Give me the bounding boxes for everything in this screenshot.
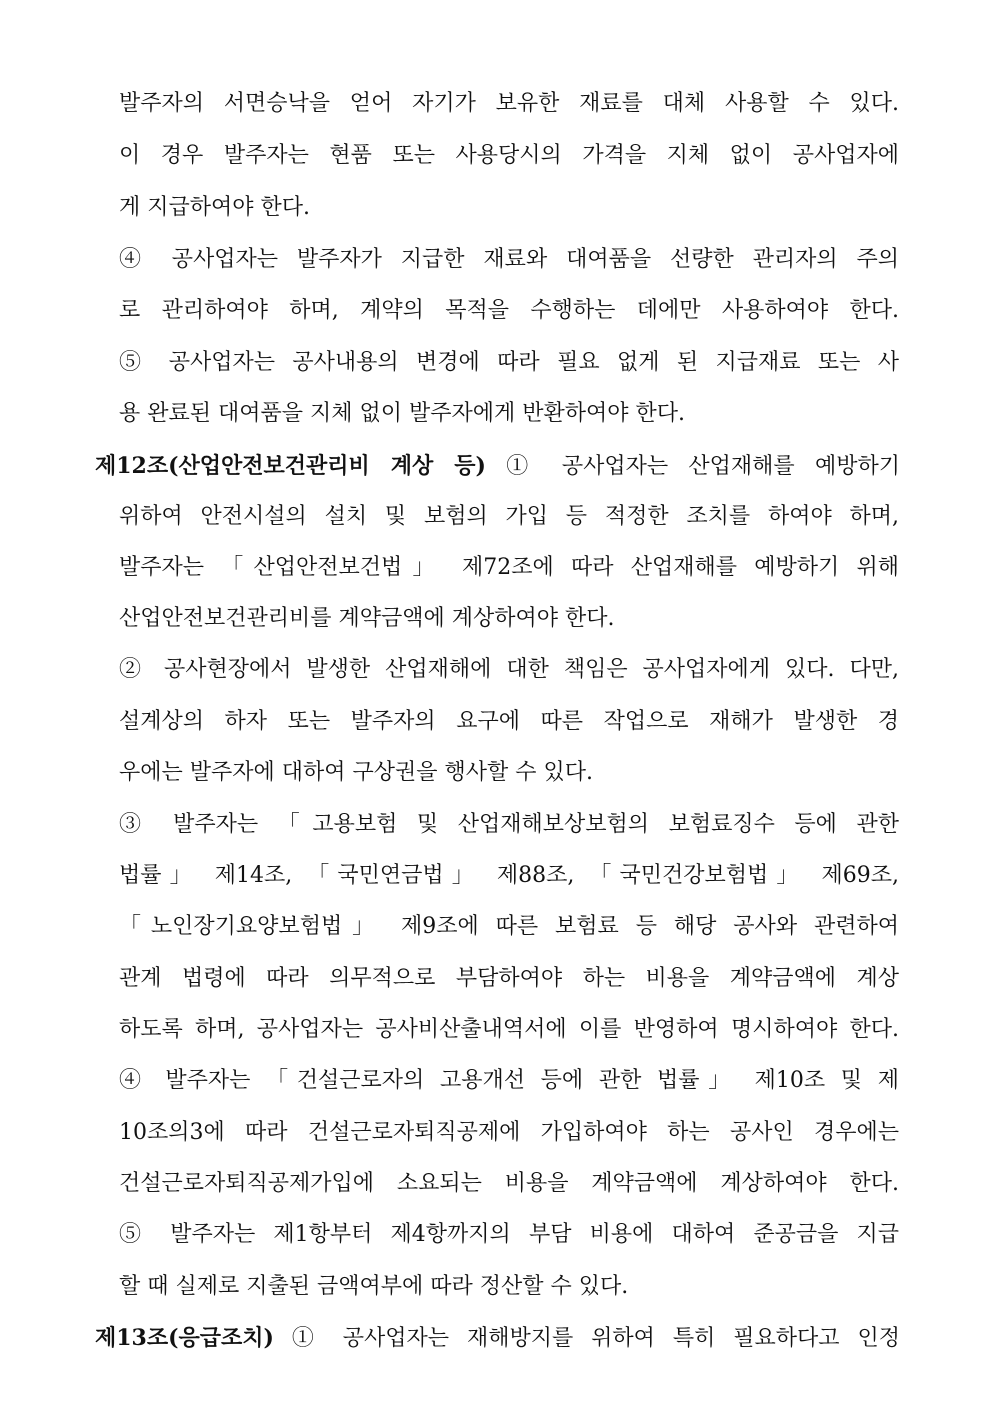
line-text: 발주자는 「산업안전보건법」 제72조에 따라 산업재해를 예방하기 위해: [119, 555, 899, 580]
text-line: [119, 497, 899, 537]
text-line: [119, 650, 899, 690]
text-line: [119, 702, 899, 742]
line-text: 관계 법령에 따라 의무적으로 부담하여야 하는 비용을 계약금액에 계상: [119, 966, 899, 991]
line-text: ② 공사현장에서 발생한 산업재해에 대한 책임은 공사업자에게 있다. 다만,: [119, 657, 899, 682]
text-line: [119, 136, 899, 176]
line-text: 발주자의 서면승낙을 얻어 자기가 보유한 재료를 대체 사용할 수 있다.: [119, 91, 899, 116]
text-line: [119, 1215, 899, 1255]
text-line: [119, 394, 899, 434]
text-line: [119, 1113, 899, 1153]
text-line: [119, 753, 899, 793]
line-text: 법률」 제14조, 「국민연금법」 제88조, 「국민건강보험법」 제69조,: [119, 863, 899, 888]
article-title: 제13조(응급조치): [95, 1325, 274, 1351]
line-text: 「노인장기요양보험법」 제9조에 따른 보험료 등 해당 공사와 관련하여: [119, 914, 899, 939]
line-text: 산업안전보건관리비를 계약금액에 계상하여야 한다.: [119, 606, 615, 631]
text-line: [119, 84, 899, 124]
text-line: [119, 548, 899, 588]
text-line: [119, 907, 899, 947]
text-line: [119, 240, 899, 280]
article-heading-line: [95, 1318, 900, 1358]
text-line: [119, 1267, 899, 1307]
line-text: ① 공사업자는 산업재해를 예방하기: [506, 454, 901, 479]
text-line: [119, 343, 899, 383]
line-text: 10조의3에 따라 건설근로자퇴직공제에 가입하여야 하는 공사인 경우에는: [119, 1120, 899, 1145]
line-text: 위하여 안전시설의 설치 및 보험의 가입 등 적정한 조치를 하여야 하며,: [119, 504, 899, 529]
line-text: ③ 발주자는 「고용보험 및 산업재해보상보험의 보험료징수 등에 관한: [119, 812, 899, 837]
article-title: 제12조(산업안전보건관리비 계상 등): [95, 453, 486, 479]
line-text: ⑤ 공사업자는 공사내용의 변경에 따라 필요 없게 된 지급재료 또는 사: [119, 350, 899, 375]
line-text: ⑤ 발주자는 제1항부터 제4항까지의 부담 비용에 대하여 준공금을 지급: [119, 1222, 899, 1247]
line-text: ④ 공사업자는 발주자가 지급한 재료와 대여품을 선량한 관리자의 주의: [119, 247, 899, 272]
line-text: ① 공사업자는 재해방지를 위하여 특히 필요하다고 인정: [291, 1326, 900, 1351]
line-text: 설계상의 하자 또는 발주자의 요구에 따른 작업으로 재해가 발생한 경: [119, 709, 899, 734]
text-line: [119, 291, 899, 331]
article-heading-line: [95, 446, 900, 486]
line-text: 하도록 하며, 공사업자는 공사비산출내역서에 이를 반영하여 명시하여야 한다.: [119, 1017, 899, 1042]
line-text: 용 완료된 대여품을 지체 없이 발주자에게 반환하여야 한다.: [119, 401, 685, 426]
text-line: [119, 856, 899, 896]
line-text: 할 때 실제로 지출된 금액여부에 따라 정산할 수 있다.: [119, 1274, 629, 1299]
line-text: 이 경우 발주자는 현품 또는 사용당시의 가격을 지체 없이 공사업자에: [119, 143, 899, 168]
text-line: [119, 805, 899, 845]
text-line: [119, 188, 899, 228]
text-line: [119, 1164, 899, 1204]
text-line: [119, 1061, 899, 1101]
text-line: [119, 599, 899, 639]
line-text: 건설근로자퇴직공제가입에 소요되는 비용을 계약금액에 계상하여야 한다.: [119, 1171, 899, 1196]
line-text: 게 지급하여야 한다.: [119, 195, 310, 220]
line-text: 로 관리하여야 하며, 계약의 목적을 수행하는 데에만 사용하여야 한다.: [119, 298, 899, 323]
line-text: 우에는 발주자에 대하여 구상권을 행사할 수 있다.: [119, 760, 593, 785]
text-line: [119, 959, 899, 999]
text-line: [119, 1010, 899, 1050]
line-text: ④ 발주자는 「건설근로자의 고용개선 등에 관한 법률」 제10조 및 제: [119, 1068, 899, 1093]
